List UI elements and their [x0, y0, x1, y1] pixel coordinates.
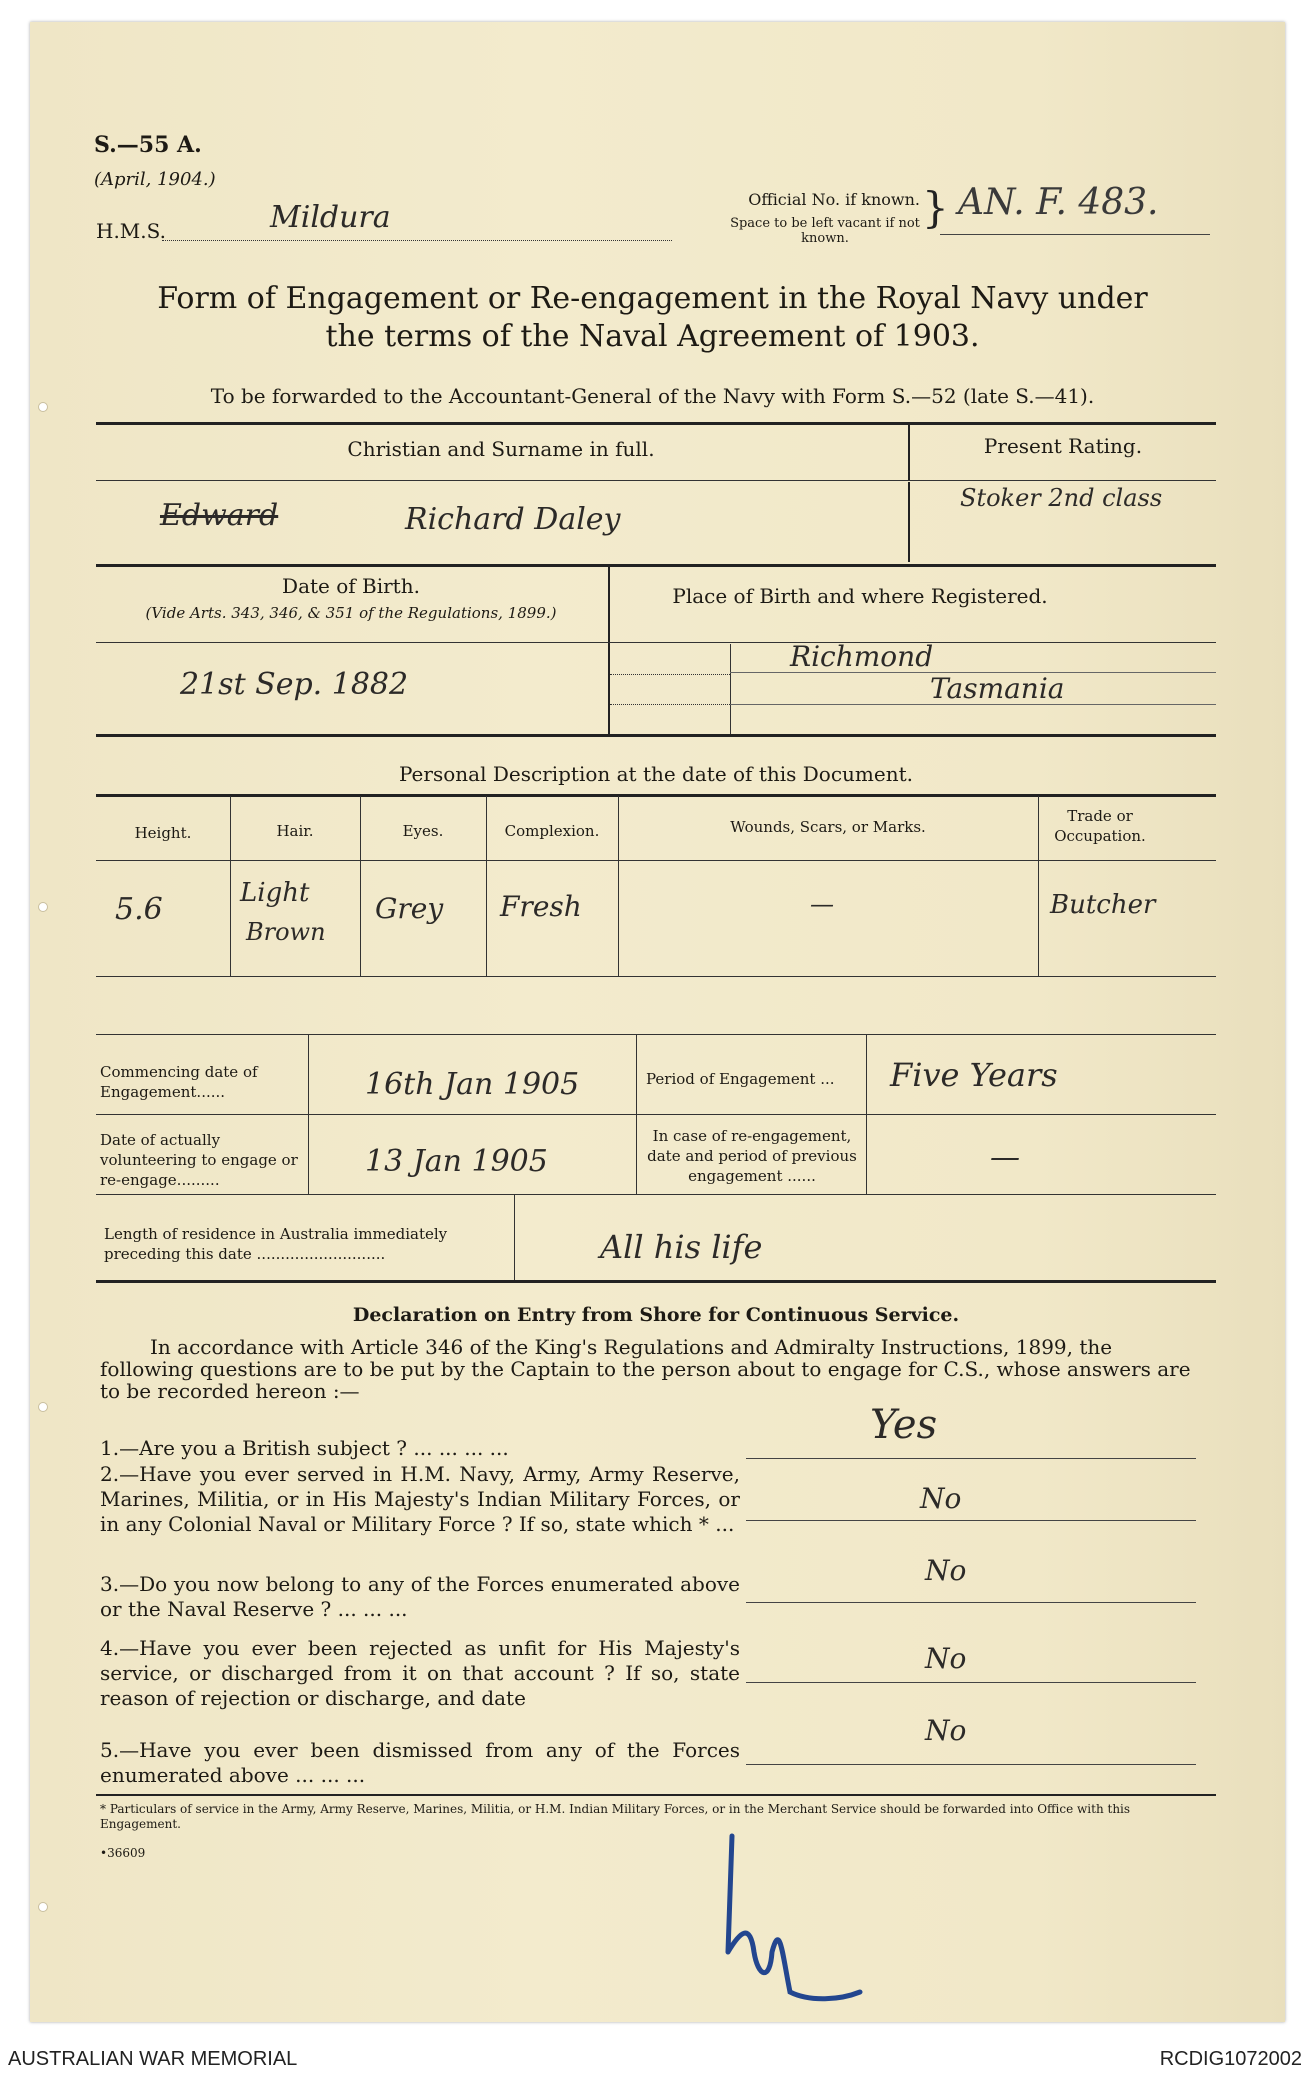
question-5: 5.—Have you ever been dismissed from any of the Forces enumerated above ... ... ...: [100, 1738, 740, 1787]
rule: [730, 644, 731, 734]
rule: [746, 1520, 1196, 1521]
rule: [1038, 796, 1039, 976]
ship-line: [162, 240, 672, 241]
eyes-value: Grey: [375, 892, 444, 925]
footnote: * Particulars of service in the Army, Army Reserve, Marines, Militia, or H.M. Indian Military Forces, or in the Merchant Service should be forwarded into Office with this Engagement.: [100, 1802, 1131, 1831]
rule: [746, 1682, 1196, 1683]
rule: [96, 976, 1216, 977]
official-no-note: Space to be left vacant if not known.: [730, 216, 920, 246]
rule: [96, 480, 1216, 481]
birthplace-1: Richmond: [790, 640, 934, 673]
col-wounds: Wounds, Scars, or Marks.: [730, 818, 926, 836]
commencing-label: Commencing date of Engagement......: [100, 1063, 258, 1101]
rule: [96, 734, 1216, 737]
name-header: Christian and Surname in full.: [347, 437, 655, 461]
col-eyes: Eyes.: [402, 822, 444, 840]
rule: [908, 482, 910, 562]
wounds-value: —: [810, 890, 834, 918]
residence-label: Length of residence in Australia immediately preceding this date ...........................: [104, 1225, 448, 1263]
form-title-2: the terms of the Naval Agreement of 1903.: [325, 319, 980, 354]
ship-name: Mildura: [270, 200, 391, 235]
residence-value: All his life: [600, 1228, 763, 1266]
rule: [746, 1764, 1196, 1765]
answer-1: Yes: [870, 1402, 938, 1448]
reengagement-label: In case of re-engagement, date and period of previous engagement ......: [647, 1127, 857, 1185]
description-header: Personal Description at the date of this Document.: [399, 762, 913, 786]
place-header: Place of Birth and where Registered.: [672, 584, 1048, 608]
volunteer-label: Date of actually volunteering to engage or re-engage.........: [100, 1131, 298, 1189]
rule: [96, 794, 1216, 797]
print-code: •36609: [100, 1846, 146, 1860]
rule: [746, 1458, 1196, 1459]
height-value: 5.6: [115, 892, 163, 927]
rule: [96, 422, 1216, 425]
ship-label: H.M.S.: [96, 219, 166, 243]
rule: [96, 1280, 1216, 1283]
period-value: Five Years: [890, 1056, 1058, 1094]
declaration-header: Declaration on Entry from Shore for Continuous Service.: [352, 1304, 960, 1326]
rule: [96, 1114, 1216, 1115]
birthplace-2: Tasmania: [930, 672, 1065, 705]
volunteer-value: 13 Jan 1905: [365, 1144, 548, 1179]
present-rating: Stoker 2nd class: [960, 484, 1163, 512]
answer-3: No: [925, 1554, 967, 1587]
forward-note: To be forwarded to the Accountant-General of the Navy with Form S.—52 (late S.—41).: [210, 384, 1095, 408]
rule: [96, 1794, 1216, 1796]
struck-name: Edward: [160, 498, 279, 533]
form-title-1: Form of Engagement or Re-engagement in the Royal Navy under: [157, 281, 1148, 316]
ink-initials: [710, 1832, 890, 2022]
form-code: S.—55 A.: [94, 132, 202, 158]
question-1: 1.—Are you a British subject ? ... ... ... ...: [100, 1436, 509, 1460]
official-no-label: Official No. if known.: [748, 190, 920, 209]
rule: [96, 642, 1216, 643]
dob-note: (Vide Arts. 343, 346, & 351 of the Regulations, 1899.): [145, 604, 557, 622]
declaration-intro: In accordance with Article 346 of the King's Regulations and Admiralty Instructions, 1899, the following questions are to be put by the Captain to the person about to engage for C.S., whose answers are to be recorded hereon :—: [100, 1335, 1191, 1403]
col-complexion: Complexion.: [504, 822, 600, 840]
question-4: 4.—Have you ever been rejected as unfit for His Majesty's service, or discharged from it on that account ? If so, state reason of rejection or discharge, and date: [100, 1636, 740, 1710]
official-no: AN. F. 483.: [958, 182, 1159, 223]
answer-2: No: [920, 1482, 962, 1515]
trade-value: Butcher: [1050, 890, 1156, 920]
rule: [610, 704, 730, 705]
official-no-line: [940, 234, 1210, 235]
rule: [514, 1194, 515, 1280]
brace: }: [922, 183, 949, 232]
dob-header: Date of Birth.: [282, 574, 420, 598]
col-height: Height.: [134, 824, 192, 842]
archive-credit: AUSTRALIAN WAR MEMORIAL: [8, 2048, 298, 2070]
col-hair: Hair.: [276, 822, 314, 840]
reengagement-value: —: [990, 1140, 1020, 1175]
rule: [746, 1602, 1196, 1603]
punch-hole: [38, 902, 48, 912]
dob-value: 21st Sep. 1882: [180, 667, 409, 702]
answer-5: No: [925, 1714, 967, 1747]
rule: [610, 674, 730, 675]
full-name: Richard Daley: [405, 502, 621, 537]
complexion-value: Fresh: [500, 890, 582, 923]
answer-4: No: [925, 1642, 967, 1675]
hair-value-1: Light: [240, 878, 310, 908]
hair-value-2: Brown: [246, 918, 326, 946]
question-2: 2.—Have you ever served in H.M. Navy, Army, Army Reserve, Marines, Militia, or in His Majesty's Indian Military Forces, or in any Colonial Naval or Military Force ? If so, state which * ...: [100, 1462, 740, 1536]
punch-hole: [38, 402, 48, 412]
col-trade: Trade or Occupation.: [1054, 807, 1146, 845]
question-3: 3.—Do you now belong to any of the Forces enumerated above or the Naval Reserve ? ... ... ...: [100, 1572, 740, 1621]
document-page: [30, 22, 1285, 2022]
rule: [96, 1194, 1216, 1195]
punch-hole: [38, 1402, 48, 1412]
period-label: Period of Engagement ...: [646, 1070, 835, 1088]
rule: [96, 860, 1216, 861]
rating-header: Present Rating.: [983, 434, 1143, 458]
form-date: (April, 1904.): [94, 169, 216, 190]
archive-id: RCDIG1072002: [1159, 2048, 1302, 2070]
rule: [96, 564, 1216, 567]
commencing-value: 16th Jan 1905: [365, 1067, 580, 1102]
rule: [96, 1034, 1216, 1035]
punch-hole: [38, 1902, 48, 1912]
